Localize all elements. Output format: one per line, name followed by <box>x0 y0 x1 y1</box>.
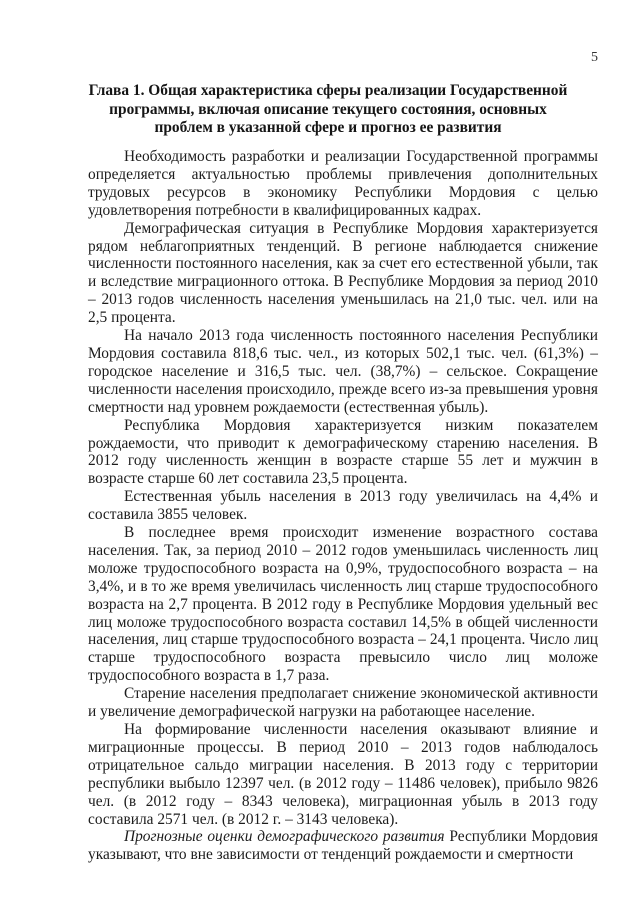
paragraph-9-text: Республики Мордовия указывают, что вне зависимости от тенденций рождаемости и смертности <box>88 828 598 864</box>
paragraph-8: На формирование численности населения оказывают влияние и миграционные процессы. В период 2010 – 2013 годов наблюдалось отрицательное сальдо миграции населения. В 2013 году с территории республики выбыло 12397 чел. (в 2012 году – 11486 человек), прибыло 9826 чел. (в 2012 году – 8343 человека), миграционная убыль в 2013 году составила 2571 чел. (в 2012 г. – 3143 человека). <box>88 721 598 828</box>
italic-phrase: Прогнозные оценки демографического развития <box>124 828 445 846</box>
chapter-title: Глава 1. Общая характеристика сферы реализации Государственной программы, включая описание текущего состояния, основных проблем в указанной сфере и прогноз ее развития <box>88 82 568 136</box>
paragraph-3: На начало 2013 года численность постоянного населения Республики Мордовия составила 818,6 тыс. чел., из которых 502,1 тыс. чел. (61,3%) – городское население и 316,5 тыс. чел. (38,7%) – сельское. Сокращение численности населения происходило, прежде всего из-за превышения уровня смертности над уровнем рождаемости (естественная убыль). <box>88 327 598 416</box>
body-text <box>88 148 598 864</box>
paragraph-1: Необходимость разработки и реализации Государственной программы определяется актуальностью проблемы привлечения дополнительных трудовых ресурсов в экономику Республики Мордовия с целью удовлетворения потребности в квалифицированных кадрах. <box>88 148 598 219</box>
paragraph-4: Республика Мордовия характеризуется низким показателем рождаемости, что приводит к демографическому старению населения. В 2012 году численность женщин в возрасте старше 55 лет и мужчин в возрасте старше 60 лет составила 23,5 процента. <box>88 416 598 488</box>
paragraph-5: Естественная убыль населения в 2013 году увеличилась на 4,4% и составила 3855 человек. <box>88 488 598 524</box>
paragraph-6: В последнее время происходит изменение возрастного состава населения. Так, за период 2010 – 2012 годов уменьшилась численность лиц моложе трудоспособного возраста на 0,9%, трудоспособного возраста – на 3,4%, и в то же время увеличилась численность лиц старше трудоспособного возраста на 2,7 процента. В 2012 году в Республике Мордовия удельный вес лиц моложе трудоспособного возраста составил 14,5% в общей численности населения, лиц старше трудоспособного возраста – 24,1 процента. Число лиц старше трудоспособного возраста превысило число лиц моложе трудоспособного возраста в 1,7 раза. <box>88 524 598 685</box>
paragraph-2: Демографическая ситуация в Республике Мордовия характеризуется рядом неблагоприятных тенденций. В регионе наблюдается снижение численности постоянного населения, как за счет его естественной убыли, так и вследствие миграционного оттока. В Республике Мордовия за период 2010 – 2013 годов численность населения уменьшилась на 21,0 тыс. чел. или на 2,5 процента. <box>88 219 598 327</box>
page-number: 5 <box>591 50 598 65</box>
paragraph-7: Старение населения предполагает снижение экономической активности и увеличение демографической нагрузки на работающее население. <box>88 685 598 721</box>
paragraph-9 <box>88 828 598 864</box>
